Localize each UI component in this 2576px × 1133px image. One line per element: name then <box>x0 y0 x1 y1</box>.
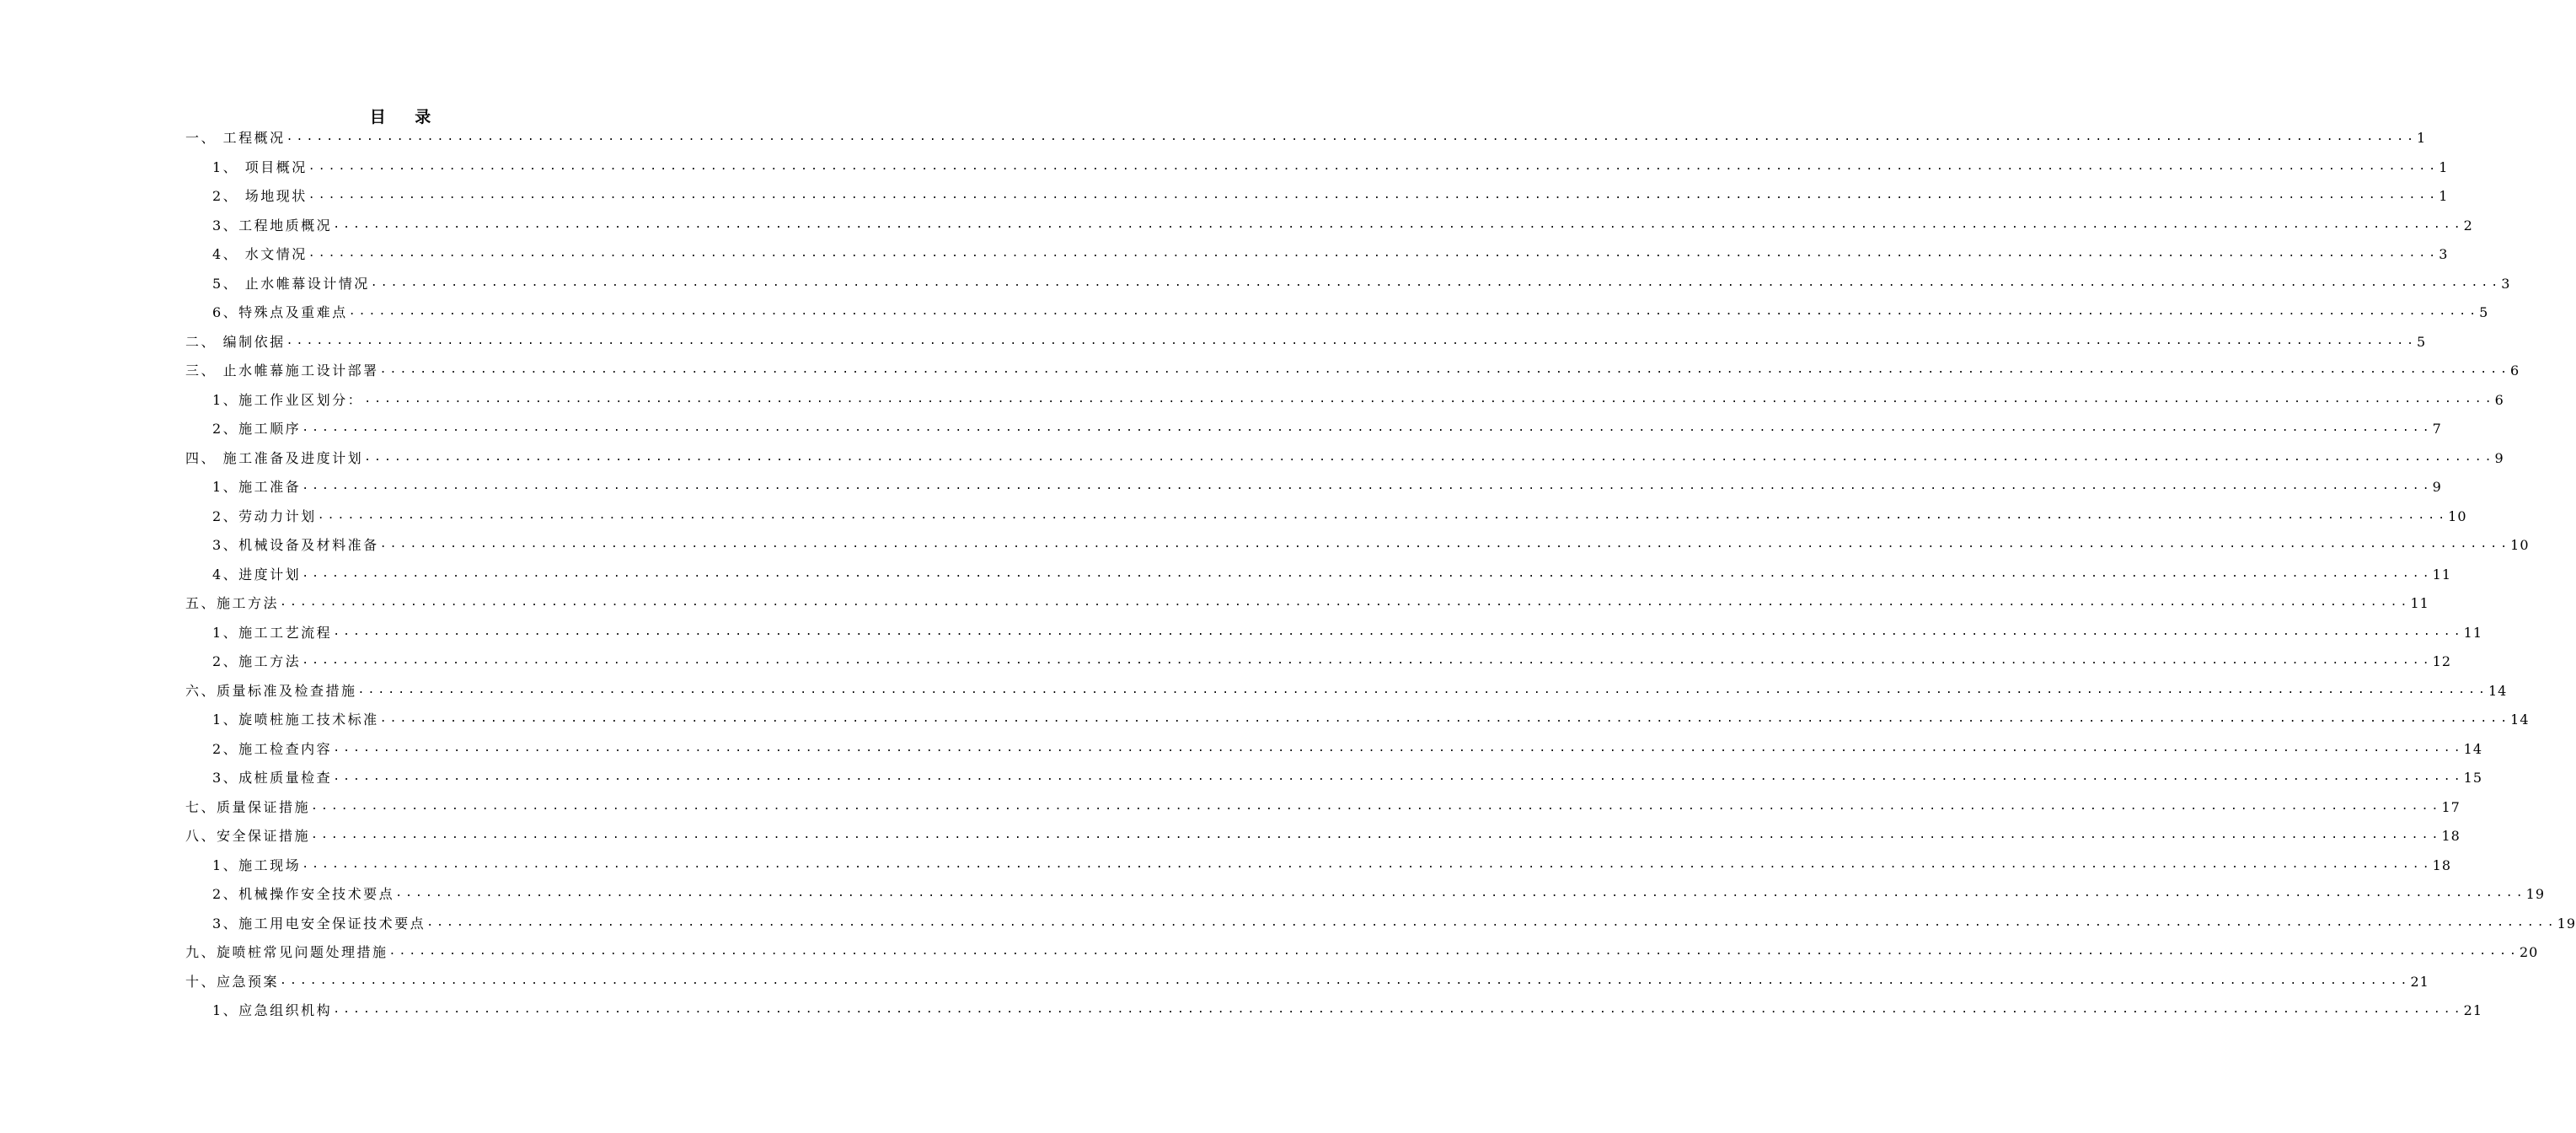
toc-entry-page: 9 <box>2432 479 2442 495</box>
toc-entry[interactable] <box>212 878 2545 904</box>
toc-entry[interactable] <box>212 210 2473 235</box>
toc-entry-label: 三、 止水帷幕施工设计部署 <box>185 362 379 379</box>
toc-leader-dots: .................................................................................................................................................................................................................... <box>333 625 2464 638</box>
toc-entry-page: 21 <box>2410 973 2429 990</box>
toc-leader-dots: .................................................................................................................................................................................................................... <box>311 799 2442 813</box>
toc-entry-page: 9 <box>2494 449 2504 466</box>
toc-entry-label: 四、 施工准备及进度计划 <box>185 449 364 466</box>
toc-entry-page: 19 <box>2557 915 2576 932</box>
toc-leader-dots: .................................................................................................................................................................................................................... <box>357 683 2488 696</box>
toc-leader-dots: .................................................................................................................................................................................................................... <box>317 508 2449 522</box>
toc-leader-dots: .................................................................................................................................................................................................................... <box>311 829 2442 841</box>
toc-entry[interactable] <box>212 617 2482 642</box>
toc-entry[interactable] <box>185 588 2429 613</box>
toc-leader-dots: .................................................................................................................................................................................................................... <box>426 916 2557 929</box>
toc-entry[interactable] <box>185 966 2429 991</box>
toc-leader-dots: .................................................................................................................................................................................................................... <box>302 422 2433 434</box>
toc-leader-dots: .................................................................................................................................................................................................................... <box>388 945 2520 958</box>
toc-leader-dots: .................................................................................................................................................................................................................... <box>333 217 2464 231</box>
toc-leader-dots: .................................................................................................................................................................................................................... <box>308 159 2439 173</box>
toc-entry[interactable] <box>185 326 2427 352</box>
toc-leader-dots: .................................................................................................................................................................................................................... <box>364 392 2495 405</box>
toc-entry[interactable] <box>212 559 2451 584</box>
toc-leader-dots: .................................................................................................................................................................................................................... <box>395 887 2526 899</box>
toc-entry-label: 1、旋喷桩施工技术标准 <box>212 711 379 728</box>
toc-entry-label: 一、 工程概况 <box>185 130 286 146</box>
toc-entry-label: 1、 项目概况 <box>212 158 308 175</box>
toc-entry-page: 14 <box>2510 711 2530 728</box>
toc-entry-page: 20 <box>2519 944 2539 960</box>
toc-entry-label: 九、旋喷桩常见问题处理措施 <box>185 944 388 960</box>
toc-entry-page: 5 <box>2479 304 2489 320</box>
toc-entry-page: 18 <box>2432 856 2451 873</box>
toc-leader-dots: .................................................................................................................................................................................................................... <box>333 1003 2464 1016</box>
toc-entry-page: 17 <box>2441 798 2461 815</box>
toc-entry[interactable] <box>212 850 2451 875</box>
toc-entry[interactable] <box>212 384 2504 410</box>
toc-leader-dots: .................................................................................................................................................................................................................... <box>333 741 2464 754</box>
toc-entry-page: 14 <box>2488 682 2508 699</box>
toc-entry-page: 2 <box>2463 217 2473 234</box>
toc-entry[interactable] <box>212 995 2482 1020</box>
toc-leader-dots: .................................................................................................................................................................................................................... <box>379 712 2511 725</box>
toc-entry-page: 11 <box>2463 624 2482 641</box>
toc-leader-dots: .................................................................................................................................................................................................................... <box>286 131 2418 143</box>
toc-entry[interactable] <box>212 908 2576 933</box>
toc-entry-page: 1 <box>2417 130 2427 146</box>
toc-entry-page: 3 <box>2439 246 2449 262</box>
toc-entry[interactable] <box>185 937 2539 962</box>
toc-leader-dots: .................................................................................................................................................................................................................... <box>379 538 2511 550</box>
toc-entry-label: 3、工程地质概况 <box>212 217 333 234</box>
toc-entry-label: 4、进度计划 <box>212 566 302 583</box>
toc-entry-label: 五、施工方法 <box>185 595 280 611</box>
toc-leader-dots: .................................................................................................................................................................................................................... <box>364 450 2495 464</box>
toc-entry-label: 1、应急组织机构 <box>212 1002 333 1018</box>
toc-leader-dots: .................................................................................................................................................................................................................... <box>302 566 2433 580</box>
toc-entry-label: 4、 水文情况 <box>212 246 308 262</box>
toc-entry-page: 7 <box>2432 421 2442 437</box>
toc-entry-page: 10 <box>2510 537 2530 553</box>
toc-entry[interactable] <box>185 675 2508 701</box>
toc-entry[interactable] <box>212 152 2449 177</box>
toc-leader-dots: .................................................................................................................................................................................................................... <box>280 974 2411 987</box>
toc-entry[interactable] <box>185 355 2520 380</box>
toc-leader-dots: .................................................................................................................................................................................................................... <box>302 857 2433 871</box>
toc-entry[interactable] <box>212 413 2442 438</box>
toc-entry-page: 1 <box>2439 158 2449 175</box>
toc-entry[interactable] <box>212 646 2451 671</box>
toc-entry-label: 2、施工检查内容 <box>212 740 333 757</box>
toc-entry-label: 1、施工作业区划分： <box>212 391 364 408</box>
toc-entry-page: 14 <box>2463 740 2482 757</box>
toc-leader-dots: .................................................................................................................................................................................................................... <box>302 654 2433 667</box>
toc-leader-dots: .................................................................................................................................................................................................................... <box>333 771 2464 783</box>
toc-entry[interactable] <box>185 122 2427 148</box>
toc-entry-label: 2、劳动力计划 <box>212 507 317 524</box>
toc-entry-label: 3、施工用电安全保证技术要点 <box>212 915 426 932</box>
toc-entry-page: 21 <box>2463 1002 2482 1018</box>
toc-entry-label: 1、施工现场 <box>212 856 302 873</box>
toc-entry-page: 12 <box>2432 653 2451 669</box>
toc-entry-label: 八、安全保证措施 <box>185 828 311 844</box>
toc-entry[interactable] <box>185 443 2504 468</box>
toc-entry-label: 七、质量保证措施 <box>185 798 311 815</box>
toc-entry-label: 1、施工工艺流程 <box>212 624 333 641</box>
toc-entry[interactable] <box>185 792 2461 817</box>
toc-entry[interactable] <box>212 239 2449 264</box>
toc-leader-dots: .................................................................................................................................................................................................................... <box>308 189 2439 201</box>
toc-leader-dots: .................................................................................................................................................................................................................... <box>280 596 2411 609</box>
toc-entry-label: 2、机械操作安全技术要点 <box>212 886 395 902</box>
toc-entry[interactable] <box>212 704 2530 729</box>
toc-entry-page: 11 <box>2432 566 2451 583</box>
toc-leader-dots: .................................................................................................................................................................................................................... <box>286 334 2418 347</box>
toc-entry-label: 十、应急预案 <box>185 973 280 990</box>
toc-entry-page: 10 <box>2448 507 2467 524</box>
toc-entry-label: 2、施工方法 <box>212 653 302 669</box>
toc-entry-page: 18 <box>2441 828 2461 844</box>
toc-leader-dots: .................................................................................................................................................................................................................... <box>348 305 2480 318</box>
toc-entry[interactable] <box>212 471 2442 497</box>
toc-entry-label: 二、 编制依据 <box>185 333 286 350</box>
toc-entry[interactable] <box>212 762 2482 787</box>
toc-entry[interactable] <box>212 297 2489 322</box>
toc-entry-page: 19 <box>2525 886 2545 902</box>
toc-entry-label: 1、施工准备 <box>212 479 302 495</box>
toc-entry-label: 3、成桩质量检查 <box>212 770 333 786</box>
toc-leader-dots: .................................................................................................................................................................................................................... <box>308 247 2439 260</box>
toc-entry[interactable] <box>212 180 2449 206</box>
toc-entry-page: 6 <box>2494 391 2504 408</box>
toc-leader-dots: .................................................................................................................................................................................................................... <box>379 363 2511 376</box>
toc-entry-page: 15 <box>2463 770 2482 786</box>
toc-entry-page: 1 <box>2439 188 2449 204</box>
toc-entry[interactable] <box>212 733 2482 759</box>
toc-entry[interactable] <box>212 529 2530 555</box>
toc-entry-label: 6、特殊点及重难点 <box>212 304 348 320</box>
toc-title: 目 录 <box>369 108 443 126</box>
toc-entry-page: 3 <box>2501 275 2511 292</box>
toc-entry-page: 5 <box>2417 333 2427 350</box>
toc-entry-label: 六、质量标准及检查措施 <box>185 682 357 699</box>
toc-entry-label: 2、 场地现状 <box>212 188 308 204</box>
toc-entry[interactable] <box>212 268 2511 293</box>
toc-leader-dots: .................................................................................................................................................................................................................... <box>302 480 2433 492</box>
toc-leader-dots: .................................................................................................................................................................................................................... <box>370 276 2502 289</box>
toc-entry[interactable] <box>185 820 2461 846</box>
toc-entry-page: 11 <box>2410 595 2429 611</box>
toc-entry-label: 2、施工顺序 <box>212 421 302 437</box>
toc-entry-label: 5、 止水帷幕设计情况 <box>212 275 370 292</box>
toc-entry-label: 3、机械设备及材料准备 <box>212 537 379 553</box>
toc-entry-page: 6 <box>2510 362 2520 379</box>
toc-entry[interactable] <box>212 501 2467 526</box>
